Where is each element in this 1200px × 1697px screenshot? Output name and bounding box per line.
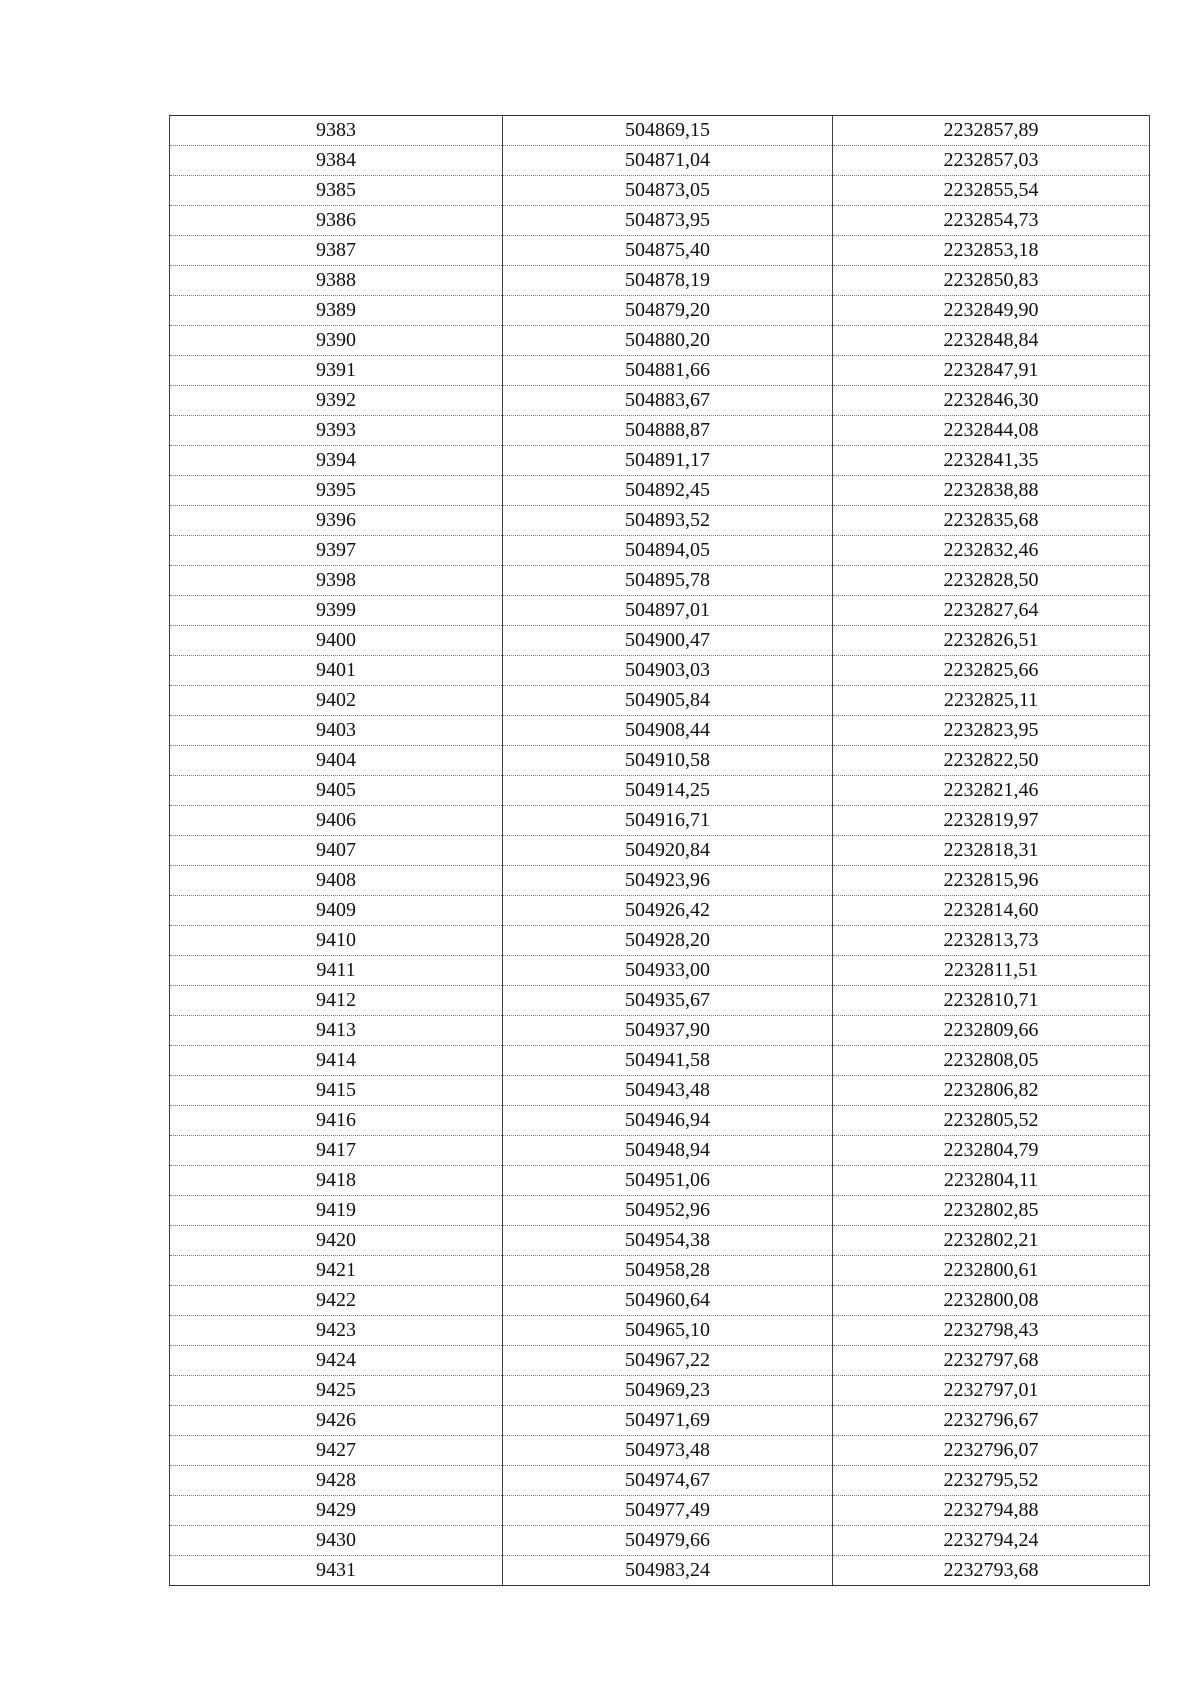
table-row [170, 1076, 1150, 1106]
point-number-cell: 9423 [170, 1316, 503, 1346]
table-row [170, 1496, 1150, 1526]
x-coordinate-cell: 504905,84 [503, 686, 833, 716]
y-coordinate-cell: 2232795,52 [833, 1466, 1150, 1496]
point-number-cell: 9389 [170, 296, 503, 326]
table-row [170, 1406, 1150, 1436]
y-coordinate-cell: 2232798,43 [833, 1316, 1150, 1346]
y-coordinate-cell: 2232805,52 [833, 1106, 1150, 1136]
point-number-cell: 9394 [170, 446, 503, 476]
point-number-cell: 9403 [170, 716, 503, 746]
table-row [170, 1166, 1150, 1196]
point-number-cell: 9404 [170, 746, 503, 776]
table-row [170, 386, 1150, 416]
y-coordinate-cell: 2232802,21 [833, 1226, 1150, 1256]
table-row [170, 746, 1150, 776]
point-number-cell: 9383 [170, 116, 503, 146]
x-coordinate-cell: 504926,42 [503, 896, 833, 926]
x-coordinate-cell: 504892,45 [503, 476, 833, 506]
table-row [170, 356, 1150, 386]
x-coordinate-cell: 504951,06 [503, 1166, 833, 1196]
point-number-cell: 9427 [170, 1436, 503, 1466]
y-coordinate-cell: 2232828,50 [833, 566, 1150, 596]
y-coordinate-cell: 2232848,84 [833, 326, 1150, 356]
point-number-cell: 9409 [170, 896, 503, 926]
point-number-cell: 9428 [170, 1466, 503, 1496]
x-coordinate-cell: 504888,87 [503, 416, 833, 446]
y-coordinate-cell: 2232847,91 [833, 356, 1150, 386]
y-coordinate-cell: 2232844,08 [833, 416, 1150, 446]
y-coordinate-cell: 2232796,67 [833, 1406, 1150, 1436]
x-coordinate-cell: 504969,23 [503, 1376, 833, 1406]
table-row [170, 236, 1150, 266]
y-coordinate-cell: 2232838,88 [833, 476, 1150, 506]
table-row [170, 506, 1150, 536]
point-number-cell: 9421 [170, 1256, 503, 1286]
point-number-cell: 9392 [170, 386, 503, 416]
x-coordinate-cell: 504952,96 [503, 1196, 833, 1226]
y-coordinate-cell: 2232827,64 [833, 596, 1150, 626]
point-number-cell: 9415 [170, 1076, 503, 1106]
x-coordinate-cell: 504948,94 [503, 1136, 833, 1166]
point-number-cell: 9407 [170, 836, 503, 866]
y-coordinate-cell: 2232797,68 [833, 1346, 1150, 1376]
point-number-cell: 9422 [170, 1286, 503, 1316]
table-row [170, 1376, 1150, 1406]
point-number-cell: 9424 [170, 1346, 503, 1376]
y-coordinate-cell: 2232815,96 [833, 866, 1150, 896]
point-number-cell: 9429 [170, 1496, 503, 1526]
x-coordinate-cell: 504878,19 [503, 266, 833, 296]
point-number-cell: 9411 [170, 956, 503, 986]
table-row [170, 566, 1150, 596]
table-row [170, 806, 1150, 836]
table-row [170, 776, 1150, 806]
table-row [170, 626, 1150, 656]
x-coordinate-cell: 504941,58 [503, 1046, 833, 1076]
x-coordinate-cell: 504935,67 [503, 986, 833, 1016]
point-number-cell: 9414 [170, 1046, 503, 1076]
x-coordinate-cell: 504897,01 [503, 596, 833, 626]
table-row [170, 1346, 1150, 1376]
x-coordinate-cell: 504873,95 [503, 206, 833, 236]
y-coordinate-cell: 2232804,79 [833, 1136, 1150, 1166]
y-coordinate-cell: 2232793,68 [833, 1556, 1150, 1586]
y-coordinate-cell: 2232814,60 [833, 896, 1150, 926]
x-coordinate-cell: 504881,66 [503, 356, 833, 386]
y-coordinate-cell: 2232800,08 [833, 1286, 1150, 1316]
table-row [170, 1226, 1150, 1256]
x-coordinate-cell: 504891,17 [503, 446, 833, 476]
y-coordinate-cell: 2232811,51 [833, 956, 1150, 986]
y-coordinate-cell: 2232794,24 [833, 1526, 1150, 1556]
x-coordinate-cell: 504928,20 [503, 926, 833, 956]
point-number-cell: 9399 [170, 596, 503, 626]
y-coordinate-cell: 2232806,82 [833, 1076, 1150, 1106]
y-coordinate-cell: 2232804,11 [833, 1166, 1150, 1196]
point-number-cell: 9388 [170, 266, 503, 296]
y-coordinate-cell: 2232825,66 [833, 656, 1150, 686]
table-row [170, 1556, 1150, 1586]
point-number-cell: 9391 [170, 356, 503, 386]
y-coordinate-cell: 2232854,73 [833, 206, 1150, 236]
table-row [170, 176, 1150, 206]
x-coordinate-cell: 504879,20 [503, 296, 833, 326]
x-coordinate-cell: 504900,47 [503, 626, 833, 656]
point-number-cell: 9408 [170, 866, 503, 896]
y-coordinate-cell: 2232849,90 [833, 296, 1150, 326]
x-coordinate-cell: 504916,71 [503, 806, 833, 836]
x-coordinate-cell: 504894,05 [503, 536, 833, 566]
x-coordinate-cell: 504958,28 [503, 1256, 833, 1286]
point-number-cell: 9390 [170, 326, 503, 356]
point-number-cell: 9426 [170, 1406, 503, 1436]
x-coordinate-cell: 504954,38 [503, 1226, 833, 1256]
table-row [170, 716, 1150, 746]
y-coordinate-cell: 2232819,97 [833, 806, 1150, 836]
table-row [170, 296, 1150, 326]
table-row [170, 926, 1150, 956]
table-row [170, 116, 1150, 146]
y-coordinate-cell: 2232835,68 [833, 506, 1150, 536]
y-coordinate-cell: 2232832,46 [833, 536, 1150, 566]
y-coordinate-cell: 2232857,89 [833, 116, 1150, 146]
coordinates-table-body [170, 116, 1150, 1586]
y-coordinate-cell: 2232857,03 [833, 146, 1150, 176]
point-number-cell: 9413 [170, 1016, 503, 1046]
y-coordinate-cell: 2232853,18 [833, 236, 1150, 266]
table-row [170, 266, 1150, 296]
point-number-cell: 9398 [170, 566, 503, 596]
x-coordinate-cell: 504869,15 [503, 116, 833, 146]
y-coordinate-cell: 2232802,85 [833, 1196, 1150, 1226]
point-number-cell: 9419 [170, 1196, 503, 1226]
y-coordinate-cell: 2232810,71 [833, 986, 1150, 1016]
x-coordinate-cell: 504893,52 [503, 506, 833, 536]
table-row [170, 1256, 1150, 1286]
y-coordinate-cell: 2232808,05 [833, 1046, 1150, 1076]
y-coordinate-cell: 2232813,73 [833, 926, 1150, 956]
y-coordinate-cell: 2232822,50 [833, 746, 1150, 776]
point-number-cell: 9385 [170, 176, 503, 206]
table-row [170, 206, 1150, 236]
x-coordinate-cell: 504910,58 [503, 746, 833, 776]
point-number-cell: 9406 [170, 806, 503, 836]
point-number-cell: 9410 [170, 926, 503, 956]
x-coordinate-cell: 504923,96 [503, 866, 833, 896]
table-row [170, 836, 1150, 866]
x-coordinate-cell: 504880,20 [503, 326, 833, 356]
x-coordinate-cell: 504943,48 [503, 1076, 833, 1106]
table-row [170, 596, 1150, 626]
table-row [170, 1106, 1150, 1136]
y-coordinate-cell: 2232823,95 [833, 716, 1150, 746]
table-row [170, 1196, 1150, 1226]
point-number-cell: 9412 [170, 986, 503, 1016]
point-number-cell: 9395 [170, 476, 503, 506]
x-coordinate-cell: 504933,00 [503, 956, 833, 986]
table-row [170, 1016, 1150, 1046]
x-coordinate-cell: 504960,64 [503, 1286, 833, 1316]
x-coordinate-cell: 504946,94 [503, 1106, 833, 1136]
x-coordinate-cell: 504977,49 [503, 1496, 833, 1526]
point-number-cell: 9430 [170, 1526, 503, 1556]
table-row [170, 1136, 1150, 1166]
coordinates-table [169, 115, 1150, 1586]
table-row [170, 326, 1150, 356]
table-row [170, 986, 1150, 1016]
x-coordinate-cell: 504983,24 [503, 1556, 833, 1586]
table-row [170, 656, 1150, 686]
point-number-cell: 9401 [170, 656, 503, 686]
x-coordinate-cell: 504937,90 [503, 1016, 833, 1046]
x-coordinate-cell: 504973,48 [503, 1436, 833, 1466]
table-row [170, 146, 1150, 176]
point-number-cell: 9384 [170, 146, 503, 176]
x-coordinate-cell: 504903,03 [503, 656, 833, 686]
point-number-cell: 9402 [170, 686, 503, 716]
table-row [170, 1316, 1150, 1346]
table-row [170, 446, 1150, 476]
y-coordinate-cell: 2232818,31 [833, 836, 1150, 866]
x-coordinate-cell: 504914,25 [503, 776, 833, 806]
point-number-cell: 9405 [170, 776, 503, 806]
point-number-cell: 9397 [170, 536, 503, 566]
x-coordinate-cell: 504979,66 [503, 1526, 833, 1556]
y-coordinate-cell: 2232821,46 [833, 776, 1150, 806]
y-coordinate-cell: 2232797,01 [833, 1376, 1150, 1406]
x-coordinate-cell: 504971,69 [503, 1406, 833, 1436]
table-row [170, 866, 1150, 896]
point-number-cell: 9396 [170, 506, 503, 536]
x-coordinate-cell: 504965,10 [503, 1316, 833, 1346]
table-row [170, 686, 1150, 716]
y-coordinate-cell: 2232794,88 [833, 1496, 1150, 1526]
x-coordinate-cell: 504920,84 [503, 836, 833, 866]
y-coordinate-cell: 2232825,11 [833, 686, 1150, 716]
x-coordinate-cell: 504871,04 [503, 146, 833, 176]
table-row [170, 956, 1150, 986]
point-number-cell: 9420 [170, 1226, 503, 1256]
point-number-cell: 9387 [170, 236, 503, 266]
x-coordinate-cell: 504967,22 [503, 1346, 833, 1376]
point-number-cell: 9416 [170, 1106, 503, 1136]
table-row [170, 896, 1150, 926]
table-row [170, 416, 1150, 446]
y-coordinate-cell: 2232850,83 [833, 266, 1150, 296]
point-number-cell: 9386 [170, 206, 503, 236]
y-coordinate-cell: 2232846,30 [833, 386, 1150, 416]
point-number-cell: 9431 [170, 1556, 503, 1586]
x-coordinate-cell: 504883,67 [503, 386, 833, 416]
x-coordinate-cell: 504875,40 [503, 236, 833, 266]
table-row [170, 536, 1150, 566]
table-row [170, 1526, 1150, 1556]
x-coordinate-cell: 504974,67 [503, 1466, 833, 1496]
table-row [170, 476, 1150, 506]
table-row [170, 1046, 1150, 1076]
y-coordinate-cell: 2232826,51 [833, 626, 1150, 656]
x-coordinate-cell: 504908,44 [503, 716, 833, 746]
table-row [170, 1436, 1150, 1466]
point-number-cell: 9425 [170, 1376, 503, 1406]
y-coordinate-cell: 2232841,35 [833, 446, 1150, 476]
table-row [170, 1286, 1150, 1316]
point-number-cell: 9417 [170, 1136, 503, 1166]
y-coordinate-cell: 2232809,66 [833, 1016, 1150, 1046]
point-number-cell: 9418 [170, 1166, 503, 1196]
y-coordinate-cell: 2232796,07 [833, 1436, 1150, 1466]
y-coordinate-cell: 2232800,61 [833, 1256, 1150, 1286]
table-row [170, 1466, 1150, 1496]
point-number-cell: 9400 [170, 626, 503, 656]
x-coordinate-cell: 504895,78 [503, 566, 833, 596]
y-coordinate-cell: 2232855,54 [833, 176, 1150, 206]
point-number-cell: 9393 [170, 416, 503, 446]
x-coordinate-cell: 504873,05 [503, 176, 833, 206]
